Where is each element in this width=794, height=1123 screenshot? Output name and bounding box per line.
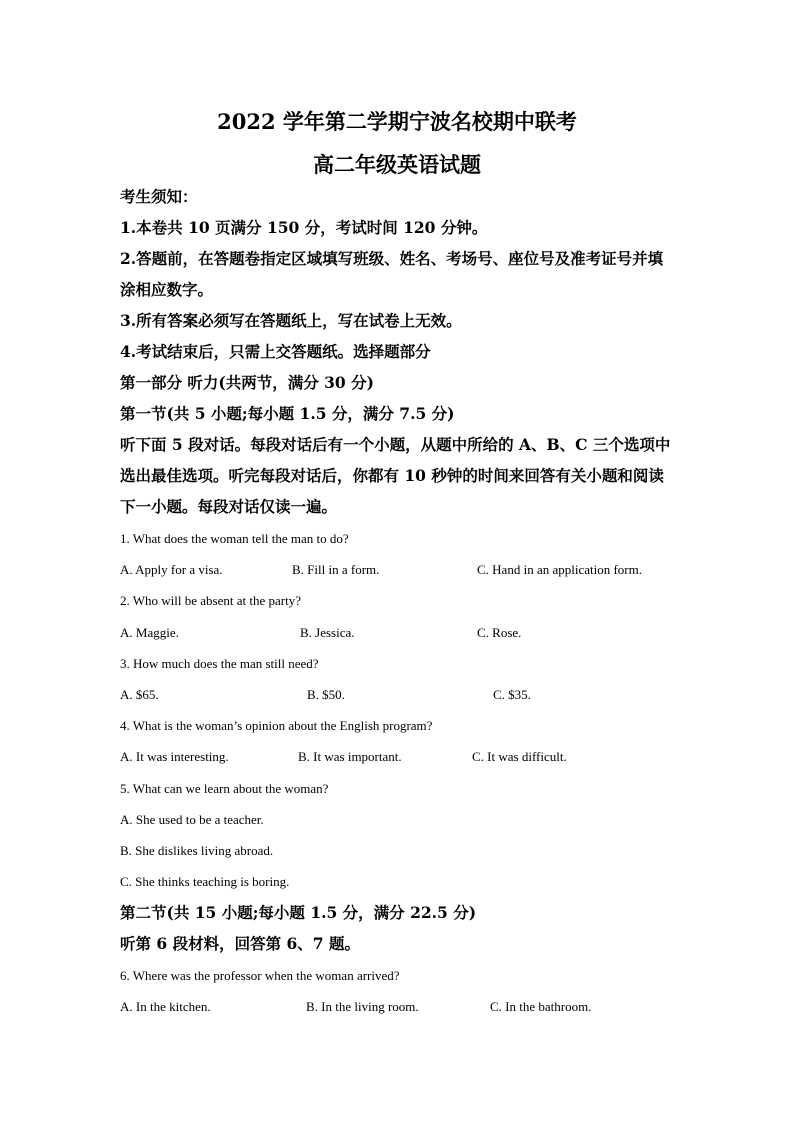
section2-instruction: 听第 6 段材料，回答第 6、7 题。 <box>120 934 360 953</box>
question-1-option-c: C. Hand in an application form. <box>477 562 642 577</box>
notice-item-3: 3.所有答案必须写在答题纸上，写在试卷上无效。 <box>120 311 462 330</box>
question-4-option-a: A. It was interesting. <box>120 749 229 764</box>
section1-heading: 第一节(共 5 小题;每小题 1.5 分，满分 7.5 分) <box>120 404 455 423</box>
notice-item-4: 4.考试结束后，只需上交答题纸。选择题部分 <box>120 342 431 361</box>
question-6-option-a: A. In the kitchen. <box>120 999 211 1014</box>
question-4-stem: 4. What is the woman’s opinion about the English program? <box>120 718 433 733</box>
question-3-stem: 3. How much does the man still need? <box>120 656 319 671</box>
section1-instruction-line-2: 选出最佳选项。听完每段对话后，你都有 10 秒钟的时间来回答有关小题和阅读 <box>120 466 664 485</box>
section2-heading: 第二节(共 15 小题;每小题 1.5 分，满分 22.5 分) <box>120 903 477 922</box>
question-2-option-a: A. Maggie. <box>120 625 179 640</box>
notice-heading: 考生须知： <box>120 187 198 206</box>
question-4-option-c: C. It was difficult. <box>472 749 567 764</box>
question-1-option-a: A. Apply for a visa. <box>120 562 223 577</box>
exam-title: 2022 学年第二学期宁波名校期中联考 <box>217 109 577 134</box>
question-3-option-b: B. $50. <box>307 687 345 702</box>
question-1-option-b: B. Fill in a form. <box>292 562 380 577</box>
notice-item-1: 1.本卷共 10 页满分 150 分，考试时间 120 分钟。 <box>120 218 488 237</box>
question-6-option-c: C. In the bathroom. <box>490 999 592 1014</box>
part1-heading: 第一部分 听力(共两节，满分 30 分) <box>120 373 374 392</box>
notice-item-2-line-1: 2.答题前，在答题卷指定区域填写班级、姓名、考场号、座位号及准考证号并填 <box>120 249 664 268</box>
question-5-stem: 5. What can we learn about the woman? <box>120 781 329 796</box>
question-5-option-c: C. She thinks teaching is boring. <box>120 874 290 889</box>
question-5-option-b: B. She dislikes living abroad. <box>120 843 274 858</box>
question-6-stem: 6. Where was the professor when the woman arrived? <box>120 968 400 983</box>
question-2-stem: 2. Who will be absent at the party? <box>120 593 301 608</box>
question-1-stem: 1. What does the woman tell the man to do? <box>120 531 349 546</box>
question-3-option-c: C. $35. <box>493 687 531 702</box>
question-4-option-b: B. It was important. <box>298 749 402 764</box>
exam-subtitle: 高二年级英语试题 <box>313 152 481 177</box>
section1-instruction-line-3: 下一小题。每段对话仅读一遍。 <box>120 497 338 516</box>
question-5-option-a: A. She used to be a teacher. <box>120 812 264 827</box>
question-6-option-b: B. In the living room. <box>306 999 419 1014</box>
question-2-option-b: B. Jessica. <box>300 625 355 640</box>
notice-item-2-line-2: 涂相应数字。 <box>120 280 214 299</box>
question-2-option-c: C. Rose. <box>477 625 522 640</box>
question-3-option-a: A. $65. <box>120 687 159 702</box>
section1-instruction-line-1: 听下面 5 段对话。每段对话后有一个小题，从题中所给的 A、B、C 三个选项中 <box>120 435 671 454</box>
